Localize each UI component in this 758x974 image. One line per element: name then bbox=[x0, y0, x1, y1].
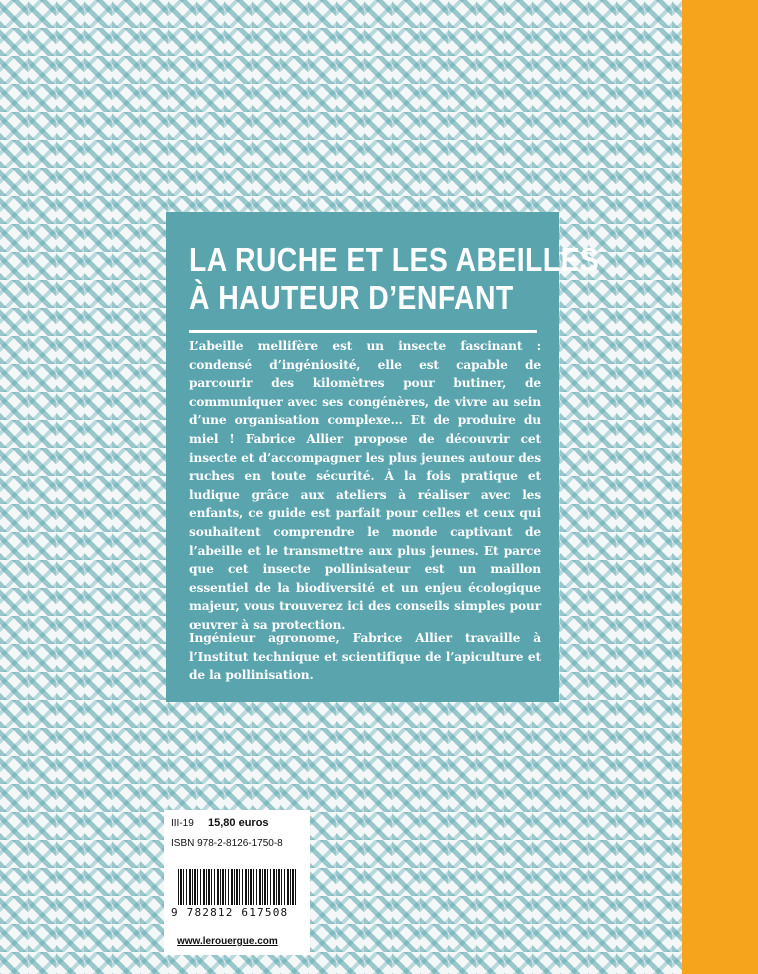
barcode-digits: 9 782812 617508 bbox=[171, 906, 289, 919]
price: 15,80 euros bbox=[208, 817, 269, 829]
catalog-code: III-19 bbox=[171, 818, 194, 829]
isbn: ISBN 978-2-8126-1750-8 bbox=[171, 838, 283, 849]
author-paragraph: Ingénieur agronome, Fabrice Allier travaille à l’Institut technique et scientifique de l’apiculture et de la pollinisation. bbox=[189, 631, 541, 683]
text-panel bbox=[166, 212, 600, 702]
publisher-website-link[interactable]: www.lerouergue.com bbox=[177, 936, 278, 947]
orange-side-band bbox=[682, 0, 758, 974]
publishing-info-box bbox=[164, 810, 310, 955]
barcode bbox=[178, 869, 296, 905]
title-line-2: À HAUTEUR D’ENFANT bbox=[189, 279, 514, 316]
description-paragraph: L’abeille mellifère est un insecte fascinant : condensé d’ingéniosité, elle est capable de parcourir des kilomètres pour butiner, de communiquer avec ses congénères, de vivre au sein d’une organisation complexe… Et de produire du miel ! Fabrice Allier propose de découvrir cet insecte et d’accompagner les plus jeunes autour des ruches en toute sécurité. À la fois pratique et ludique grâce aux ateliers à réaliser avec les enfants, ce guide est parfait pour celles et ceux qui souhaitent comprendre le monde captivant de l’abeille et le transmettre aux plus jeunes. Et parce que cet insecte pollinisateur est un maillon essentiel de la biodiversité et un enjeu écologique majeur, vous trouverez ici des conseils simples pour œuvrer à sa protection. bbox=[189, 339, 541, 632]
title-divider bbox=[189, 330, 537, 333]
title-line-1: LA RUCHE ET LES ABEILLES bbox=[189, 241, 600, 278]
